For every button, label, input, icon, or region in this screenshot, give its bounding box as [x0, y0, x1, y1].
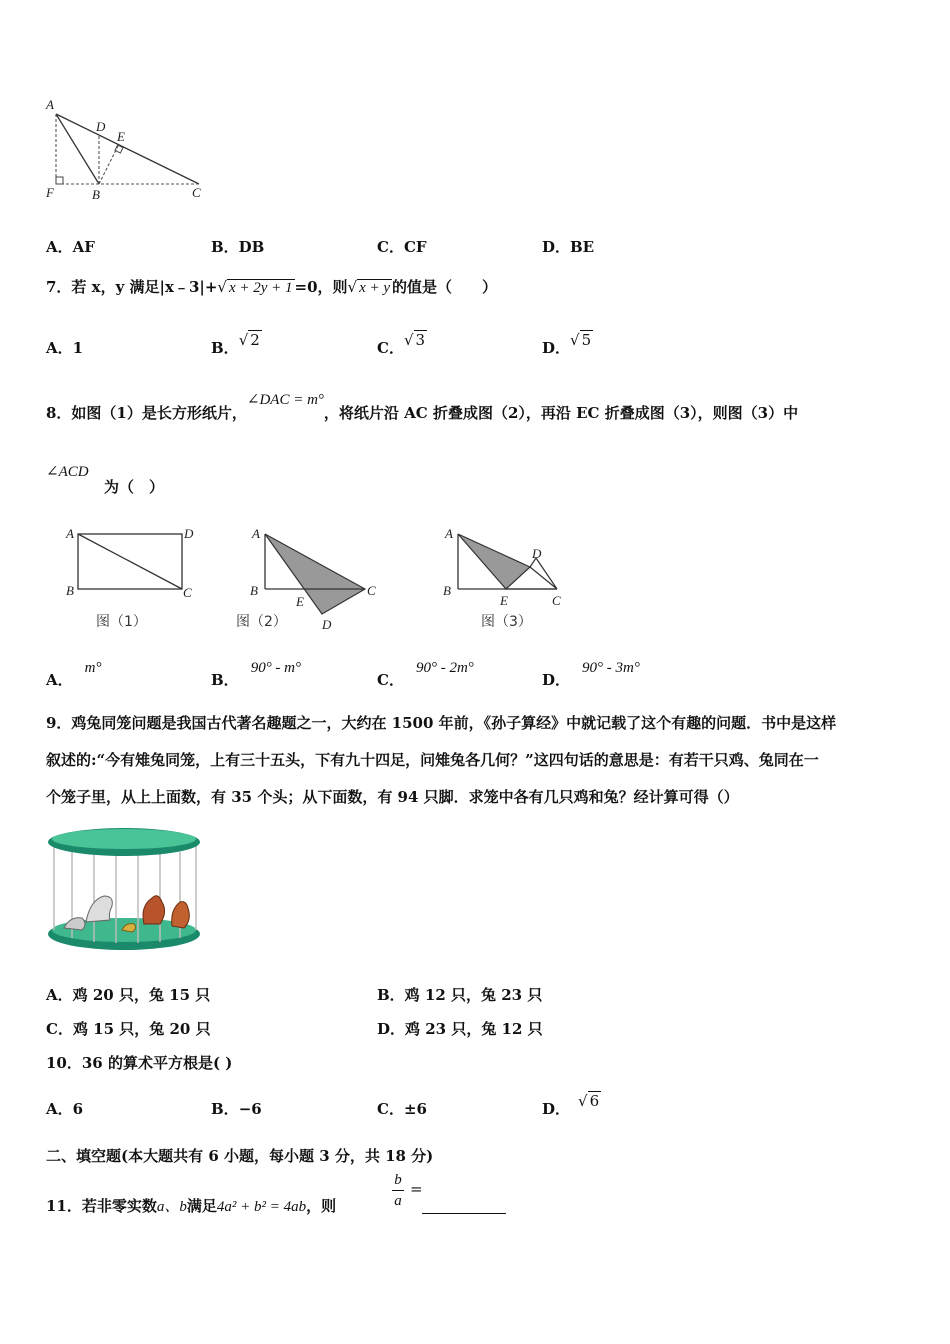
q7-option-d[interactable]: D．√ 5	[542, 331, 592, 357]
q8-f2-label-d: D	[322, 617, 332, 632]
q6-figure	[44, 98, 214, 206]
q8-f2-label-c: C	[367, 583, 376, 598]
q8-f1-label-c: C	[183, 585, 192, 600]
q6-option-b[interactable]: B．DB	[211, 238, 265, 256]
q10-option-a[interactable]: A．6	[46, 1100, 84, 1118]
q8-option-a[interactable]: A．m°	[46, 660, 102, 689]
q9-option-d[interactable]: D．鸡 23 只，兔 12 只	[377, 1020, 543, 1038]
q11-eq: =	[410, 1180, 423, 1198]
q8-suffix: ，将纸片沿 AC 折叠成图（2），再沿 EC 折叠成图（3），则图（3）中	[323, 404, 799, 422]
q11-mid: 满足	[186, 1197, 217, 1215]
q7-option-c[interactable]: C．√ 3	[377, 331, 426, 357]
q7-option-b[interactable]: B．√ 2	[211, 331, 260, 357]
q8-f1-label-a: A	[66, 526, 74, 541]
q7-root1: x + 2y + 1	[228, 280, 293, 296]
q8-f3-label-a: A	[445, 526, 453, 541]
q9-option-b[interactable]: B．鸡 12 只，兔 23 只	[377, 986, 543, 1004]
q8-figures	[60, 522, 580, 637]
q11-frac-num: b	[392, 1170, 404, 1191]
q11-fraction	[392, 1170, 404, 1211]
q9-line2: 叙述的:“今有雉兔同笼，上有三十五头，下有九十四足，问雉兔各几何？”这四句话的意思是：有若干只鸡、兔同在一	[46, 751, 819, 769]
q6-option-c[interactable]: C．CF	[377, 238, 427, 256]
q8-f3-label-b: B	[443, 583, 451, 598]
q8-f1-label-b: B	[66, 583, 74, 598]
q7-eq: =0，则	[294, 278, 348, 296]
q7-option-a[interactable]: A．1	[46, 339, 84, 357]
q8-f3-caption: 图（3）	[481, 614, 532, 630]
q9-cage-illustration	[46, 826, 202, 954]
q9-line3: 个笼子里，从上上面数，有 35 个头；从下面数，有 94 只脚．求笼中各有几只鸡和兔？经计算可得（）	[46, 788, 739, 806]
q6-label-f: F	[46, 185, 54, 200]
q10-stem: 10．36 的算术平方根是( )	[46, 1054, 233, 1072]
q8-f3-label-d: D	[532, 546, 542, 561]
q8-f2-label-e: E	[296, 594, 304, 609]
q8-option-c[interactable]: C．90° - 2m°	[377, 660, 474, 689]
q11-answer-blank[interactable]	[422, 1195, 506, 1214]
q7-suffix: 的值是（ ）	[392, 278, 498, 296]
q6-option-a[interactable]: A．AF	[46, 238, 95, 256]
q8-f2-label-b: B	[250, 583, 258, 598]
q9-option-a[interactable]: A．鸡 20 只，兔 15 只	[46, 986, 211, 1004]
q9-line1: 9．鸡兔同笼问题是我国古代著名趣题之一，大约在 1500 年前，《孙子算经》中就记载了这个有趣的问题．书中是这样	[46, 714, 837, 732]
section-2-title: 二、填空题(本大题共有 6 小题，每小题 3 分，共 18 分)	[46, 1147, 434, 1165]
q8-prefix: 8．如图（1）是长方形纸片，	[46, 404, 247, 422]
q8-f3-label-c: C	[552, 593, 561, 608]
q8-f2-caption: 图（2）	[236, 614, 287, 630]
q8-angle: ∠DAC = m°	[246, 392, 324, 408]
q8-tail: 为（ ）	[104, 478, 165, 496]
q8-f2-label-a: A	[252, 526, 260, 541]
q6-label-a: A	[46, 98, 54, 112]
q8-option-b[interactable]: B．90° - m°	[211, 660, 302, 689]
q6-label-d: D	[96, 119, 106, 134]
q8-f3-label-e: E	[500, 593, 508, 608]
q8-stem-line2	[46, 462, 89, 481]
q8-f1-caption: 图（1）	[96, 614, 147, 630]
q11-prefix: 11．若非零实数	[46, 1197, 157, 1215]
q9-option-c[interactable]: C．鸡 15 只，兔 20 只	[46, 1020, 211, 1038]
q6-label-c: C	[192, 185, 201, 200]
q6-label-b: B	[92, 187, 100, 202]
q7-prefix: 7．若 x，y 满足|x﹣3|+	[46, 278, 218, 296]
q8-angle2: ∠ACD	[46, 464, 89, 480]
q9-stem	[46, 705, 911, 816]
q8-stem-line1	[46, 392, 799, 423]
q8-f1-label-d: D	[184, 526, 194, 541]
q6-label-e: E	[117, 129, 125, 144]
q7-stem: 7．若 x，y 满足|x﹣3|+√ x + 2y + 1 =0，则√ x + y 的值是（ ）	[46, 278, 498, 296]
q10-option-d[interactable]: D． √ 6	[542, 1092, 600, 1118]
q8-option-d[interactable]: D．90° - 3m°	[542, 660, 640, 689]
q6-option-d[interactable]: D．BE	[542, 238, 595, 256]
q11-mid2: ，则	[306, 1197, 337, 1215]
q11-frac-den: a	[394, 1193, 402, 1209]
q11-stem	[46, 1195, 336, 1216]
q10-option-b[interactable]: B．−6	[211, 1100, 262, 1118]
q7-root2: x + y	[359, 280, 391, 296]
q10-option-c[interactable]: C．±6	[377, 1100, 427, 1118]
q11-equation: 4a² + b² = 4ab	[216, 1199, 307, 1215]
q11-vars: a、b	[156, 1199, 187, 1215]
